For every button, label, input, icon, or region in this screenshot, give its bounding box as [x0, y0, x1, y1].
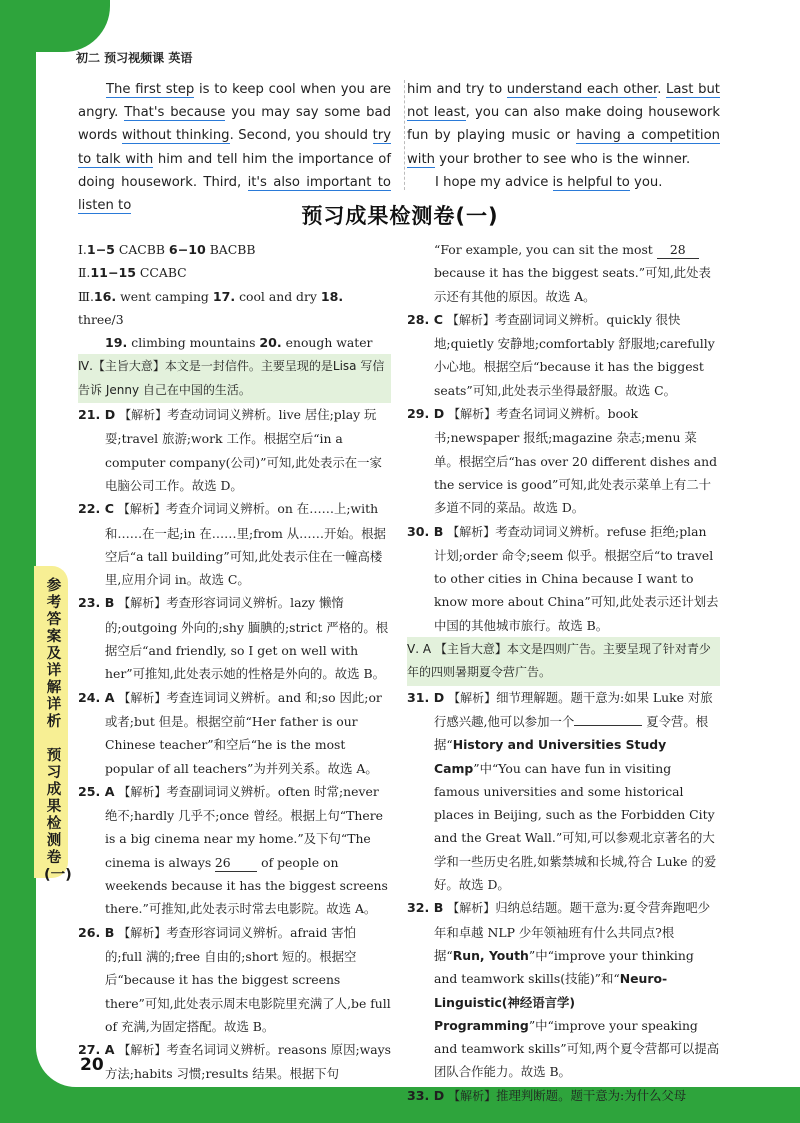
- passage-text: him and tell him the importance of doing housework. Third,: [78, 151, 391, 190]
- answer-line-section-3: [78, 285, 391, 332]
- section-title: 预习成果检测卷(一): [301, 204, 499, 228]
- passage-text: your brother to see who is the winner.: [434, 151, 691, 167]
- answer-item-21: [78, 403, 391, 497]
- analysis-tag: 【解析】: [118, 925, 167, 940]
- passage-phrase: The first step: [106, 82, 195, 97]
- blank-line: [574, 725, 642, 726]
- question-range: 11−15: [90, 265, 136, 281]
- question-number: 20.: [259, 335, 282, 351]
- side-tab-label-bottom: 预习成果检测卷(一): [44, 748, 72, 883]
- answer-value: CACBB: [114, 242, 169, 257]
- camp-name: Run, Youth: [452, 947, 529, 963]
- passage-right: [407, 78, 720, 194]
- answer-item-28: [407, 308, 720, 402]
- answer-value: three/3: [78, 311, 124, 327]
- analysis-text: 考查动词词义辨析。refuse 拒绝;plan 计划;order 命令;seem 似乎。根据空后“to travel to other cities in China because I want to know more about China”可知,此处表示还计划去中国的其他城市旅行。故选 B。: [434, 523, 719, 633]
- question-number: 32. B: [407, 900, 444, 916]
- blank-number: 26: [215, 855, 257, 872]
- question-number: 30. B: [407, 523, 444, 539]
- passage-phrase: understand each other: [506, 82, 658, 97]
- analysis-tag: 【解析】: [447, 524, 496, 539]
- question-number: 23. B: [78, 595, 115, 611]
- passage-text: him and try to: [407, 82, 507, 97]
- analysis-text: 考查形容词词义辨析。afraid 害怕的;full 满的;free 自由的;short 短的。根据空后“because it has the biggest screens there”可知,此处表示周末电影院里充满了人,be full of 充满,为固定搭配。故选 B。: [105, 924, 391, 1034]
- answer-item-22: [78, 497, 391, 591]
- question-range: 1−5: [86, 242, 115, 257]
- answer-line-section-3b: [78, 331, 391, 354]
- analysis-text: 考查副词词义辨析。quickly 很快地;quietly 安静地;comfortably 舒服地;carefully 小心地。根据空后“because it has the biggest seats”可知,此处表示坐得最舒服。故选 C。: [434, 311, 715, 398]
- answer-item-32: [407, 896, 720, 1083]
- question-number: 26. B: [78, 924, 115, 940]
- passage-left: [78, 78, 391, 217]
- analysis-text: 考查副词词义辨析。often 时常;never 绝不;hardly 几乎不;once 曾经。根据上句“There is a big cinema near my home.”及下句“The cinema is always: [105, 783, 383, 870]
- analysis-tag: 【解析】: [118, 1043, 167, 1058]
- answer-value: enough water: [281, 335, 373, 351]
- answer-value: went camping: [116, 288, 213, 304]
- question-number: 24. A: [78, 689, 115, 705]
- analysis-tag: 【解析】: [118, 784, 167, 799]
- answer-line-section-1: [78, 238, 391, 261]
- answer-item-31: [407, 686, 720, 897]
- question-number: 29. D: [407, 406, 445, 422]
- answer-column-right: [407, 238, 720, 1108]
- answer-item-24: [78, 686, 391, 780]
- answer-column-left: [78, 238, 391, 1086]
- page-header: 初二 预习视频课 英语: [76, 51, 193, 65]
- answer-item-30: [407, 520, 720, 637]
- answer-item-27: [78, 1038, 391, 1086]
- answer-item-29: [407, 402, 720, 519]
- page-number: 20: [80, 1055, 104, 1075]
- question-number: 33. D: [407, 1087, 445, 1103]
- analysis-text: because it has the biggest seats.”可知,此处表示还有其他的原因。故选 A。: [434, 265, 711, 304]
- answer-item-23: [78, 591, 391, 685]
- analysis-text: 考查名词词义辨析。reasons 原因;ways 方法;habits 习惯;results 结果。根据下句: [105, 1042, 391, 1082]
- analysis-text: 考查形容词词义辨析。lazy 懒惰的;outgoing 外向的;shy 腼腆的;strict 严格的。根据空后“and friendly, so I get on well with her”可推知,此处表示她的性格是外向的。故选 B。: [105, 595, 389, 682]
- analysis-text: ”中“improve your thinking and teamwork skills(技能)”和“: [434, 947, 694, 987]
- analysis-tag: 【解析】: [448, 407, 497, 422]
- question-number: 22. C: [78, 501, 114, 517]
- answer-value: BACBB: [205, 242, 256, 257]
- analysis-text: 考查名词词义辨析。book 书;newspaper 报纸;magazine 杂志;menu 菜单。根据空后“has over 20 different dishes and the service is good”可知,此处表示菜单上有二十多道不同的菜品。故选 D。: [434, 406, 718, 516]
- passage-right-closing: [407, 171, 720, 194]
- analysis-tag: 【解析】: [118, 690, 167, 705]
- analysis-tag: 【解析】: [447, 901, 496, 916]
- section-numeral: Ⅰ.: [78, 242, 87, 257]
- analysis-text: 推理判断题。题干意为:为什么父母: [496, 1087, 687, 1103]
- analysis-tag: 【解析】: [119, 408, 168, 423]
- analysis-tag: 【解析】: [117, 502, 166, 517]
- side-tab-label-top: 参考答案及详解详析: [46, 578, 62, 730]
- camp-name: History and Universities Study Camp: [434, 737, 667, 776]
- blank-number: 28: [657, 242, 699, 259]
- answer-item-27-continued: [407, 238, 720, 308]
- passage-phrase: That's because: [124, 105, 226, 121]
- passage-text: you may say some bad words: [78, 105, 391, 144]
- analysis-text: of people on weekends because it has the biggest screens there.”可推知,此处表示时常去电影院。故选 A。: [105, 854, 388, 917]
- question-number: 25. A: [78, 783, 115, 799]
- question-range: 6−10: [168, 242, 206, 257]
- answer-value: cool and dry: [235, 288, 321, 304]
- passage-text: . Second, you should: [229, 128, 373, 144]
- section-numeral: Ⅲ.: [78, 288, 94, 304]
- answer-item-26: [78, 921, 391, 1038]
- analysis-text: 夏令营。根据“: [434, 713, 709, 753]
- analysis-tag: 【解析】: [446, 312, 495, 327]
- main-idea-section-4: Ⅳ.【主旨大意】本文是一封信件。主要呈现的是Lisa 写信告诉 Jenny 自己在中国的生活。: [78, 354, 391, 403]
- question-number: 16.: [93, 288, 117, 304]
- passage-text: , you can also make doing housework fun by playing music or: [407, 105, 720, 144]
- question-number: 17.: [212, 288, 236, 304]
- analysis-text: “For example, you can sit the most: [434, 242, 657, 257]
- passage-left-paragraph: [78, 78, 391, 217]
- question-number: 28. C: [407, 311, 443, 327]
- question-number: 31. D: [407, 689, 445, 705]
- analysis-text: 归纳总结题。题干意为:夏令营奔跑吧少年和卓越 NLP 少年领袖班有什么共同点?根据“: [434, 900, 711, 963]
- passage-phrase: try to talk with: [78, 128, 392, 167]
- analysis-tag: 【解析】: [448, 1088, 497, 1103]
- camp-name: Neuro-Linguistic(神经语言学) Programming: [434, 971, 668, 1033]
- passage-phrase: having a competition with: [407, 128, 720, 167]
- question-number: 21. D: [78, 407, 116, 423]
- passage-text: is to keep cool when you are angry.: [78, 82, 391, 121]
- passage-phrase: it's also important to listen to: [78, 174, 391, 214]
- answer-item-33: [407, 1084, 720, 1108]
- analysis-text: 细节理解题。题干意为:如果 Luke 对旅行感兴趣,他可以参加一个: [434, 689, 713, 729]
- passage-phrase: without thinking: [121, 128, 230, 144]
- analysis-text: ”中“improve your speaking and teamwork skills”可知,两个夏令营都可以提高团队合作能力。故选 B。: [434, 1017, 720, 1080]
- passage-text: you.: [629, 174, 663, 190]
- analysis-tag: 【解析】: [118, 596, 167, 611]
- answer-line-section-2: [78, 261, 391, 284]
- question-number: 27. A: [78, 1042, 115, 1058]
- passage-text: I hope my advice: [435, 174, 553, 190]
- section-numeral: Ⅱ.: [78, 265, 91, 281]
- answer-value: CCABC: [135, 265, 187, 281]
- analysis-tag: 【解析】: [448, 690, 497, 705]
- analysis-text: 考查动词词义辨析。live 居住;play 玩耍;travel 旅游;work 工作。根据空后“in a computer company(公司)”可知,此处表示在一家电脑公司工作。故选 D。: [105, 407, 382, 493]
- analysis-text: ”中“You can have fun in visiting famous universities and some historical places in Beijing, such as the Forbidden City and the Great Wall.”可知,可以参观北京著名的大学和一些历史名胜,如紫禁城和长城,符合 Luke 的爱好。故选 D。: [434, 760, 717, 893]
- analysis-text: 考查介词词义辨析。on 在……上;with 和……在一起;in 在……里;from 从……开始。根据空后“a tall building”可知,此处表示住在一幢高楼里,应用介词 in。故选 C。: [105, 501, 386, 588]
- passage-right-paragraph: [407, 78, 720, 171]
- answer-value: climbing mountains: [127, 335, 260, 351]
- column-divider: [404, 80, 405, 190]
- passage-phrase: is helpful to: [552, 174, 630, 190]
- question-number: 19.: [105, 335, 128, 351]
- answer-item-25: [78, 780, 391, 921]
- passage-text: .: [657, 82, 666, 97]
- question-number: 18.: [320, 288, 344, 304]
- main-idea-section-5: Ⅴ. A 【主旨大意】本文是四则广告。主要呈现了针对青少年的四则暑期夏令营广告。: [407, 637, 720, 686]
- analysis-text: 考查连词词义辨析。and 和;so 因此;or 或者;but 但是。根据空前“Her father is our Chinese teacher”和空后“he is the most popular of all teachers”为并列关系。故选 A。: [105, 689, 382, 776]
- passage-phrase: Last but not least: [407, 82, 720, 121]
